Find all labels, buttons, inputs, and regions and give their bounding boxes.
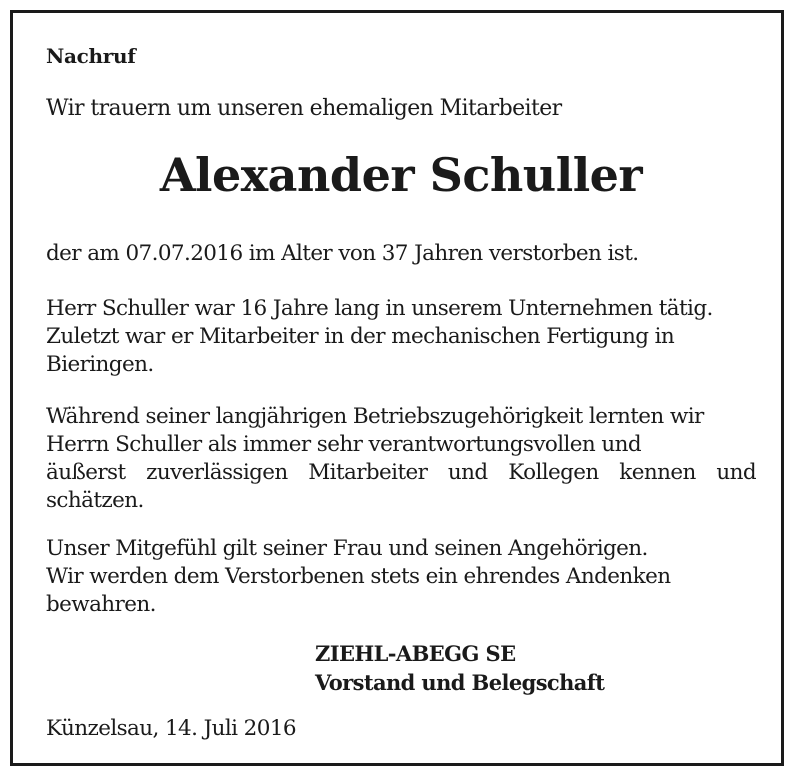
signature-company: ZIEHL-ABEGG SE (315, 641, 516, 666)
appreciation-line: äußerst zuverlässigen Mitarbeiter und Kollegen kennen und (46, 460, 756, 485)
appreciation-line: Herrn Schuller als immer sehr verantwortungsvollen und (46, 432, 642, 457)
appreciation-paragraph (46, 403, 756, 515)
intro-text: Wir trauern um unseren ehemaligen Mitarbeiter (46, 96, 562, 121)
obituary-notice (10, 10, 784, 766)
tenure-paragraph (46, 295, 756, 379)
death-info (46, 240, 756, 268)
signature-group: Vorstand und Belegschaft (315, 670, 605, 695)
notice-heading: Nachruf (46, 44, 136, 68)
tenure-line: Herr Schuller war 16 Jahre lang in unserem Unternehmen tätig. (46, 296, 713, 321)
deceased-name: Alexander Schuller (159, 148, 643, 202)
appreciation-line: schätzen. (46, 488, 144, 513)
condolence-paragraph (46, 535, 756, 619)
place-date: Künzelsau, 14. Juli 2016 (46, 716, 296, 741)
condolence-line: Wir werden dem Verstorbenen stets ein ehrendes Andenken (46, 564, 671, 589)
condolence-line: bewahren. (46, 592, 156, 617)
tenure-line: Zuletzt war er Mitarbeiter in der mechanischen Fertigung in (46, 324, 675, 349)
condolence-line: Unser Mitgefühl gilt seiner Frau und seinen Angehörigen. (46, 536, 648, 561)
death-line: der am 07.07.2016 im Alter von 37 Jahren verstorben ist. (46, 241, 639, 266)
tenure-line: Bieringen. (46, 352, 154, 377)
appreciation-line: Während seiner langjährigen Betriebszugehörigkeit lernten wir (46, 404, 704, 429)
signature-block (315, 639, 604, 697)
